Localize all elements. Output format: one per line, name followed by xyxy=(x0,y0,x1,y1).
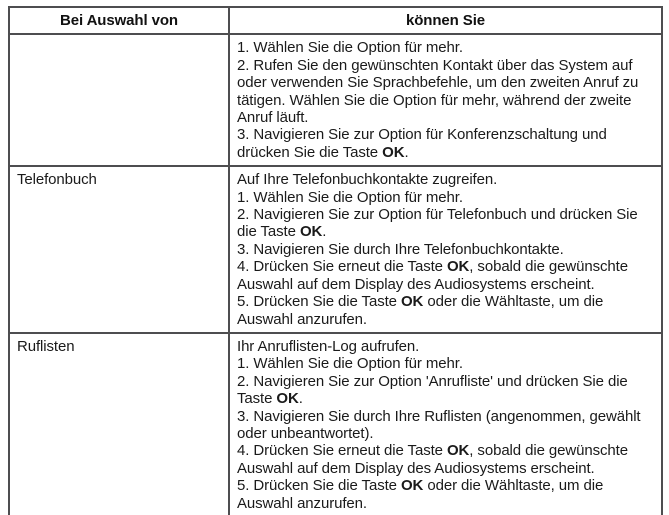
step-line: 1. Wählen Sie die Option für mehr. xyxy=(237,188,463,206)
table-body xyxy=(9,34,662,515)
selection-cell: Telefonbuch xyxy=(9,166,229,333)
header-koennen-sie: können Sie xyxy=(229,7,662,34)
ok-key-label: OK xyxy=(382,143,405,161)
header-bei-auswahl-von: Bei Auswahl von xyxy=(9,7,229,34)
content-cell xyxy=(229,166,662,333)
table-row xyxy=(9,166,662,333)
ok-key-label: OK xyxy=(400,293,424,311)
step-line: 5. Drücken Sie die Taste OK oder die Wähltaste, um die Auswahl anzurufen. xyxy=(237,293,604,328)
step-line: Auf Ihre Telefonbuchkontakte zugreifen. xyxy=(237,171,498,189)
ok-key-label: OK xyxy=(446,258,470,276)
phone-options-table xyxy=(8,6,663,515)
step-line: 1. Wählen Sie die Option für mehr. xyxy=(237,355,463,373)
step-line: 2. Navigieren Sie zur Option 'Anrufliste' und drücken Sie die Taste OK. xyxy=(237,372,628,408)
step-line: 3. Navigieren Sie durch Ihre Telefonbuchkontakte. xyxy=(237,240,564,258)
table-row xyxy=(9,34,662,166)
step-line: 3. Navigieren Sie durch Ihre Ruflisten (angenommen, gewählt oder unbeantwortet). xyxy=(237,407,641,442)
selection-cell: Ruflisten xyxy=(9,333,229,515)
table-row xyxy=(9,333,662,515)
step-line: 2. Navigieren Sie zur Option für Telefonbuch und drücken Sie die Taste OK. xyxy=(237,206,638,241)
step-line: 1. Wählen Sie die Option für mehr. xyxy=(237,39,463,57)
ok-key-label: OK xyxy=(299,223,323,241)
ok-key-label: OK xyxy=(446,442,470,460)
step-line: Ihr Anruflisten-Log aufrufen. xyxy=(237,337,420,355)
selection-cell xyxy=(9,34,229,166)
content-cell xyxy=(229,333,662,515)
step-line: 2. Rufen Sie den gewünschten Kontakt über das System auf oder verwenden Sie Sprachbefehle, um den zweiten Anruf zu tätigen. Wählen Sie die Option für mehr, während der zweite Anruf läuft. xyxy=(237,56,639,127)
step-line: 5. Drücken Sie die Taste OK oder die Wähltaste, um die Auswahl anzurufen. xyxy=(237,477,604,512)
ok-key-label: OK xyxy=(276,390,299,408)
content-cell xyxy=(229,34,662,166)
step-line: 4. Drücken Sie erneut die Taste OK, sobald die gewünschte Auswahl auf dem Display des Audiosystems erscheint. xyxy=(237,442,628,477)
table-header-row xyxy=(9,7,662,34)
ok-key-label: OK xyxy=(400,477,424,495)
step-line: 4. Drücken Sie erneut die Taste OK, sobald die gewünschte Auswahl auf dem Display des Audiosystems erscheint. xyxy=(237,258,628,293)
step-line: 3. Navigieren Sie zur Option für Konferenzschaltung und drücken Sie die Taste OK. xyxy=(237,126,607,161)
